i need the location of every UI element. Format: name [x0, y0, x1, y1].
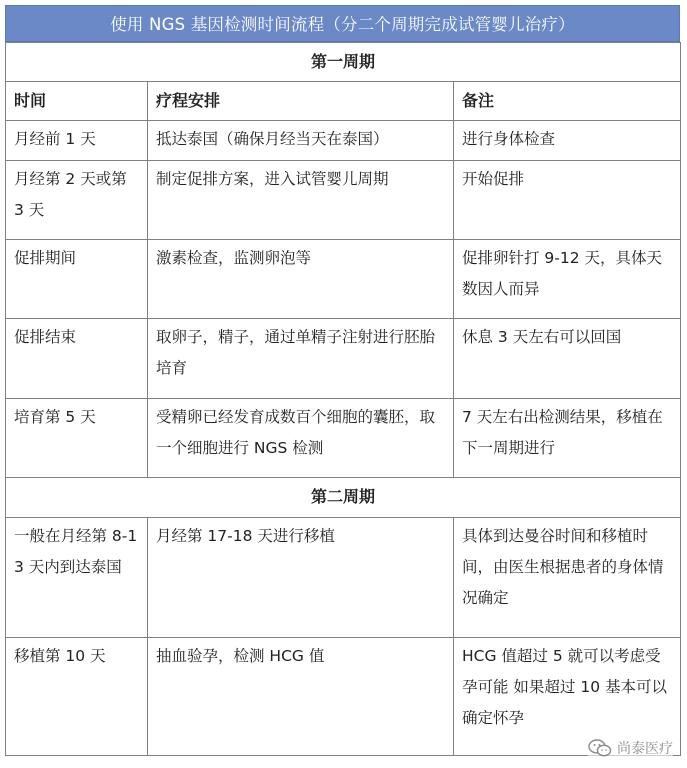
watermark: [588, 738, 673, 758]
column-header-note: 备注: [454, 82, 681, 121]
time-cell: 月经第 2 天或第 3 天: [6, 161, 148, 240]
table-row: [6, 319, 681, 399]
table-row: [6, 240, 681, 319]
schedule-table: [5, 42, 681, 756]
time-cell: 促排结束: [6, 319, 148, 399]
time-cell: 促排期间: [6, 240, 148, 319]
time-cell: 培育第 5 天: [6, 399, 148, 478]
column-header-time: 时间: [6, 82, 148, 121]
plan-cell: 抵达泰国（确保月经当天在泰国）: [148, 121, 454, 161]
table-row: [6, 638, 681, 756]
note-cell: 休息 3 天左右可以回国: [454, 319, 681, 399]
section-title-cycle-1: 第一周期: [6, 43, 681, 82]
watermark-text: 尚泰医疗: [617, 741, 673, 757]
table-title: 使用 NGS 基因检测时间流程（分二个周期完成试管婴儿治疗）: [5, 5, 680, 42]
header-row: [6, 82, 681, 121]
note-cell: HCG 值超过 5 就可以考虑受孕可能 如果超过 10 基本可以确定怀孕: [454, 638, 681, 756]
wechat-icon: [588, 739, 612, 757]
time-cell: 月经前 1 天: [6, 121, 148, 161]
note-cell: 促排卵针打 9-12 天，具体天数因人而异: [454, 240, 681, 319]
table-row: [6, 399, 681, 478]
plan-cell: 月经第 17-18 天进行移植: [148, 518, 454, 638]
plan-cell: 抽血验孕，检测 HCG 值: [148, 638, 454, 756]
plan-cell: 取卵子，精子，通过单精子注射进行胚胎培育: [148, 319, 454, 399]
note-cell: 7 天左右出检测结果，移植在下一周期进行: [454, 399, 681, 478]
section-row: [6, 478, 681, 518]
plan-cell: 制定促排方案，进入试管婴儿周期: [148, 161, 454, 240]
table-row: [6, 518, 681, 638]
time-cell: 移植第 10 天: [6, 638, 148, 756]
plan-cell: 受精卵已经发育成数百个细胞的囊胚，取一个细胞进行 NGS 检测: [148, 399, 454, 478]
section-row: [6, 43, 681, 82]
note-cell: 具体到达曼谷时间和移植时间，由医生根据患者的身体情况确定: [454, 518, 681, 638]
column-header-plan: 疗程安排: [148, 82, 454, 121]
note-cell: 开始促排: [454, 161, 681, 240]
table-row: [6, 121, 681, 161]
time-cell: 一般在月经第 8-13 天内到达泰国: [6, 518, 148, 638]
plan-cell: 激素检查，监测卵泡等: [148, 240, 454, 319]
note-cell: 进行身体检查: [454, 121, 681, 161]
table-row: [6, 161, 681, 240]
document: [5, 5, 680, 756]
section-title-cycle-2: 第二周期: [6, 478, 681, 518]
